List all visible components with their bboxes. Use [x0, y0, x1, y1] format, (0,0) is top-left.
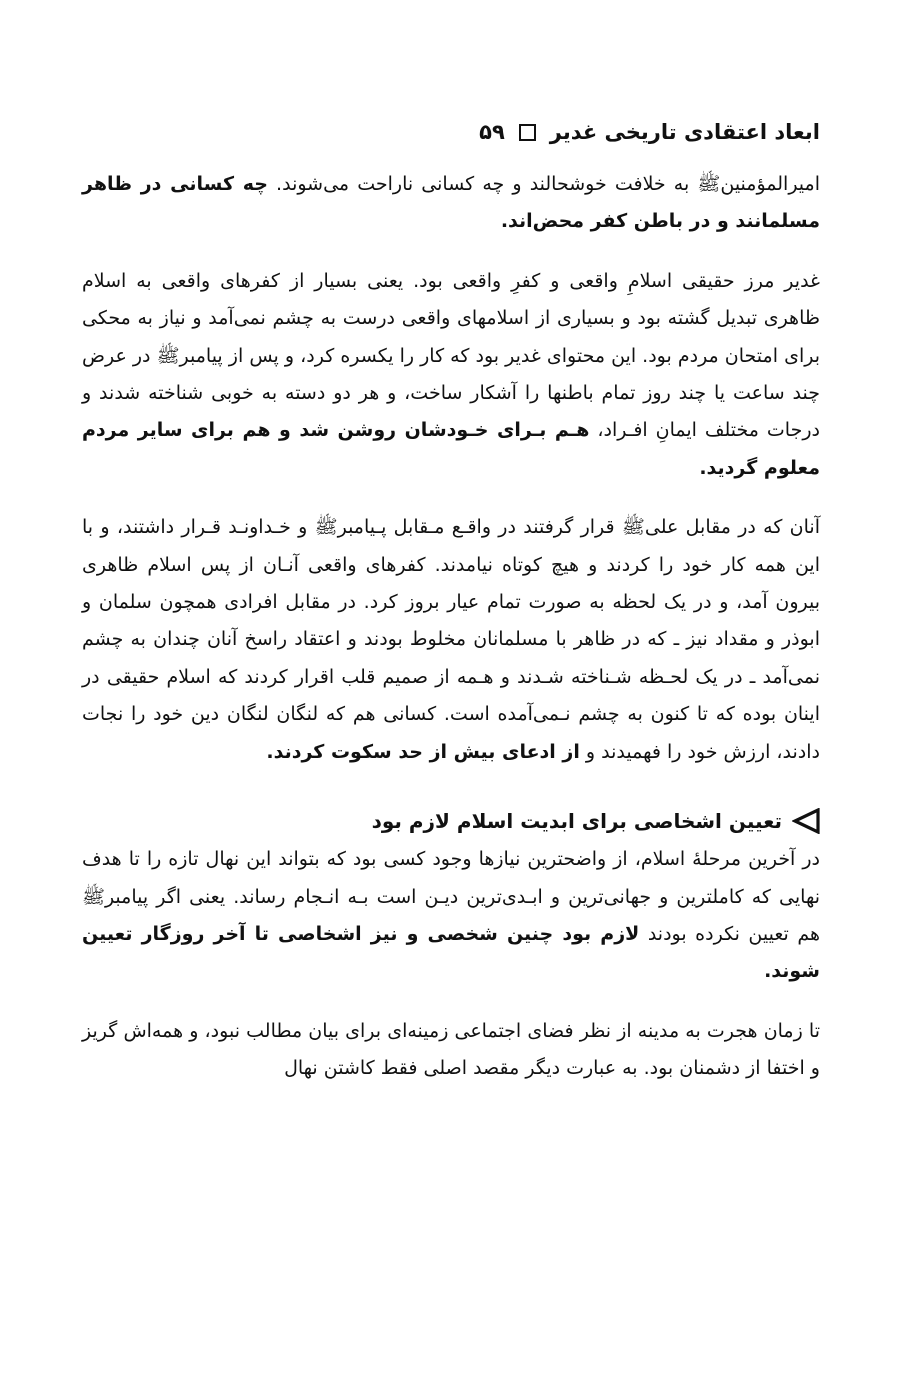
- page-number: ۵۹: [479, 120, 505, 144]
- section-heading-text: تعیین اشخاصی برای ابدیت اسلام لازم بود: [371, 809, 782, 834]
- triangle-outline-icon: [792, 808, 820, 834]
- paragraph-1: [82, 166, 820, 241]
- paragraph-2-text: غدیر مرز حقیقی اسلامِ واقعی و کفرِ واقعی بود. یعنی بسیار از کفرهای واقعی به اسلام ظاهری تبدیل گشته بود و بسیاری از اسلامهای واقعی درست به چشم نمی‌آمد و نیاز به محکی برای امتحان مردم بود. این محتوای غدیر بود که کار را یکسره کرد، و پس از پیامبرﷺ در عرض چند ساعت یا چند روز تمام باطنها را آشکار ساخت، و هر دو دسته به خوبی شناخته شدند و درجات مختلف ایمانِ افـراد،: [82, 269, 820, 442]
- section-paragraph-2: [82, 1013, 820, 1088]
- header-title: ابعاد اعتقادی تاریخی غدیر: [549, 120, 820, 144]
- square-separator-icon: [519, 124, 536, 141]
- section-paragraph-1: [82, 841, 820, 991]
- paragraph-1-bold: چه کسانی در ظاهر مسلمانند و در باطن کفر محض‌اند.: [82, 173, 820, 233]
- paragraph-3: [82, 509, 820, 771]
- book-page: [82, 112, 820, 1088]
- section-paragraph-2-text: تا زمان هجرت به مدینه از نظر فضای اجتماعی زمینه‌ای برای بیان مطالب نبود، و همه‌اش گریز و اختفا از دشمنان بود. به عبارت دیگر مقصد اصلی فقط کاشتن نهال: [82, 1019, 820, 1080]
- section-paragraph-1-text: در آخرین مرحلهٔ اسلام، از واضحترین نیازها وجود کسی بود که بتواند این نهال تازه را تا هدف نهایی که کاملترین و جهانی‌ترین و ابـدی‌ترین دیـن است بـه انـجام رساند. یعنی اگر پیامبرﷺ هم تعیین نکرده بودند: [82, 848, 820, 945]
- running-header: [82, 112, 820, 152]
- paragraph-2-bold: هـم بـرای خـودشان روشن شد و هم برای سایر مردم معلوم گردید.: [82, 419, 820, 479]
- paragraph-1-text: امیرالمؤمنینﷺ به خلافت خوشحالند و چه کسانی ناراحت می‌شوند.: [267, 173, 820, 195]
- section-heading: [82, 801, 820, 841]
- paragraph-3-bold: از ادعای بیش از حد سکوت کردند.: [266, 740, 580, 763]
- paragraph-3-text: آنان که در مقابل علیﷺ قرار گرفتند در واقـع مـقابل پـیامبرﷺ و خـداونـد قـرار داشتند، و با این همه کار خود را کردند و هیچ کوتاه نیامدند. کفرهای واقعی آنـان از پس اسلام ظاهری بیرون آمد، و در یک لحظه به صورت تمام عیار بروز کرد. در مقابل افرادی همچون سلمان و ابوذر و مقداد نیز ـ که در ظاهر با مسلمانان مخلوط بودند و اعتقاد راسخ آنان چندان به چشم نمی‌آمد ـ در یک لحـظه شـناخته شـدند و هـمه از صمیم قلب اقرار کردند که اسلام حقیقی در اینان بوده که تا کنون به چشم نـمی‌آمده است. کسانی هم که لنگان لنگان دین خود را نجات دادند، ارزش خود را فهمیدند و: [82, 516, 820, 763]
- paragraph-2: [82, 263, 820, 487]
- section-paragraph-1-bold: لازم بود چنین شخصی و نیز اشخاصی تا آخر روزگار تعیین شوند.: [82, 922, 820, 983]
